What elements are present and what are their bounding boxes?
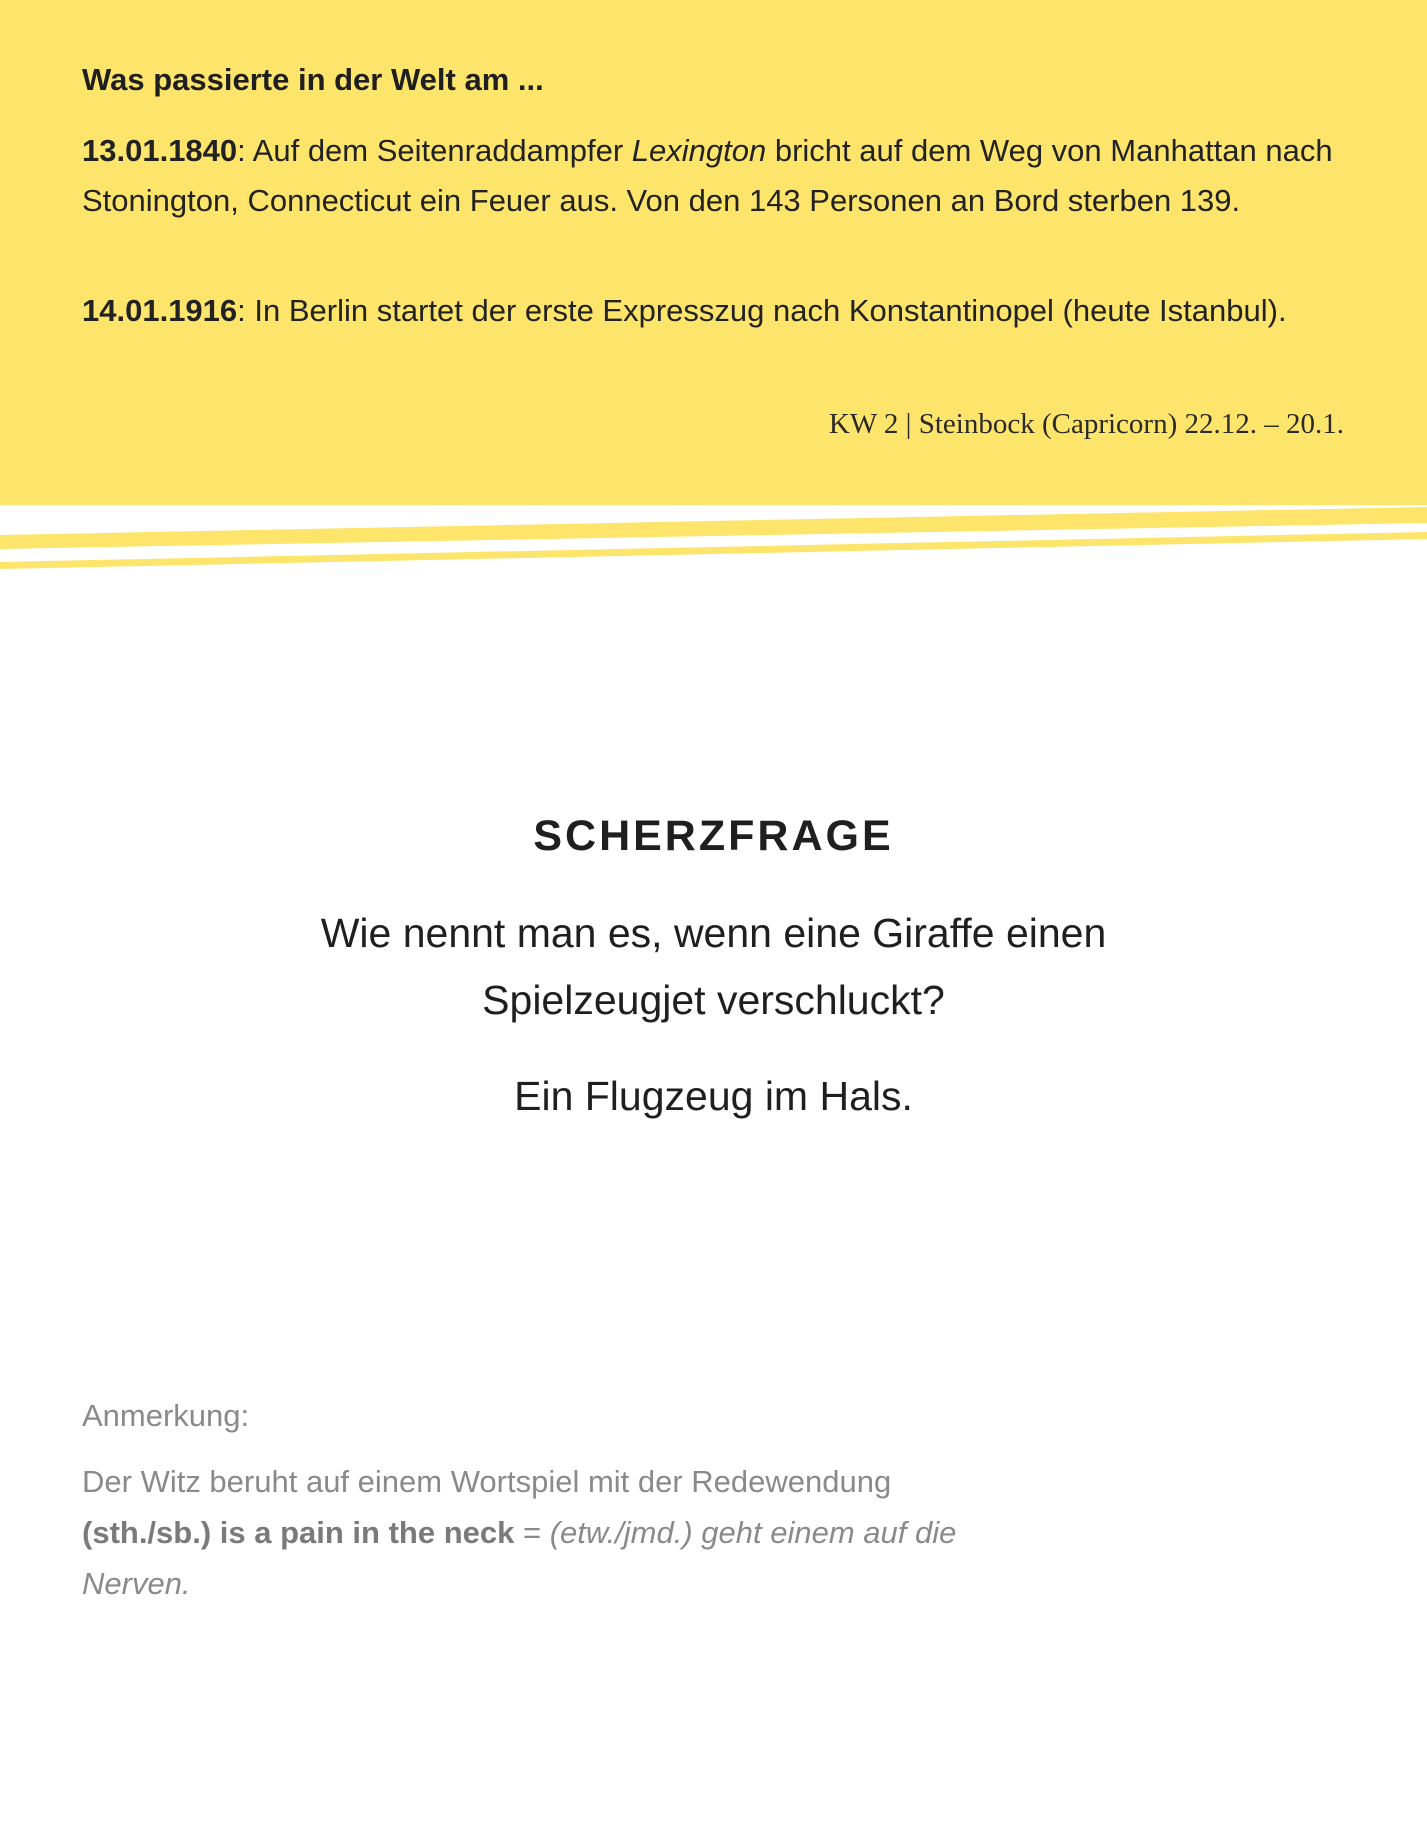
joke-question-line: Spielzeugjet verschluckt? — [482, 977, 945, 1023]
note-intro: Der Witz beruht auf einem Wortspiel mit der Redewendung — [82, 1464, 892, 1499]
joke-question-line: Wie nennt man es, wenn eine Giraffe einen — [320, 910, 1107, 956]
event-entry-1 — [82, 126, 1372, 226]
event-text: bricht auf dem Weg von Manhattan nach Stonington, Connecticut ein Feuer aus. Von den 143 Personen an Bord sterben 139. — [82, 133, 1333, 218]
event-date: 14.01.1916 — [82, 293, 238, 328]
decorative-stripes — [0, 495, 1427, 575]
week-zodiac-info: KW 2 | Steinbock (Capricorn) 22.12. – 20.1. — [828, 408, 1344, 440]
events-heading: Was passierte in der Welt am ... — [82, 62, 544, 97]
event-text: : In Berlin startet der erste Expresszug nach Konstantinopel (heute Istanbul). — [237, 293, 1287, 328]
equals-sign: = — [514, 1515, 550, 1550]
note-label: Anmerkung: — [82, 1398, 250, 1433]
joke-question — [0, 900, 1427, 1034]
idiom-phrase: (sth./sb.) is a pain in the neck — [82, 1515, 515, 1550]
idiom-translation: (etw./jmd.) geht einem auf die Nerven. — [82, 1515, 957, 1601]
joke-answer: Ein Flugzeug im Hals. — [514, 1073, 913, 1119]
event-date: 13.01.1840 — [82, 133, 238, 168]
note-text — [82, 1456, 1022, 1609]
ship-name: Lexington — [631, 133, 767, 168]
event-text: : Auf dem Seitenraddampfer — [237, 133, 632, 168]
events-panel — [0, 0, 1427, 505]
joke-heading: SCHERZFRAGE — [533, 812, 894, 860]
event-entry-2 — [82, 286, 1372, 336]
